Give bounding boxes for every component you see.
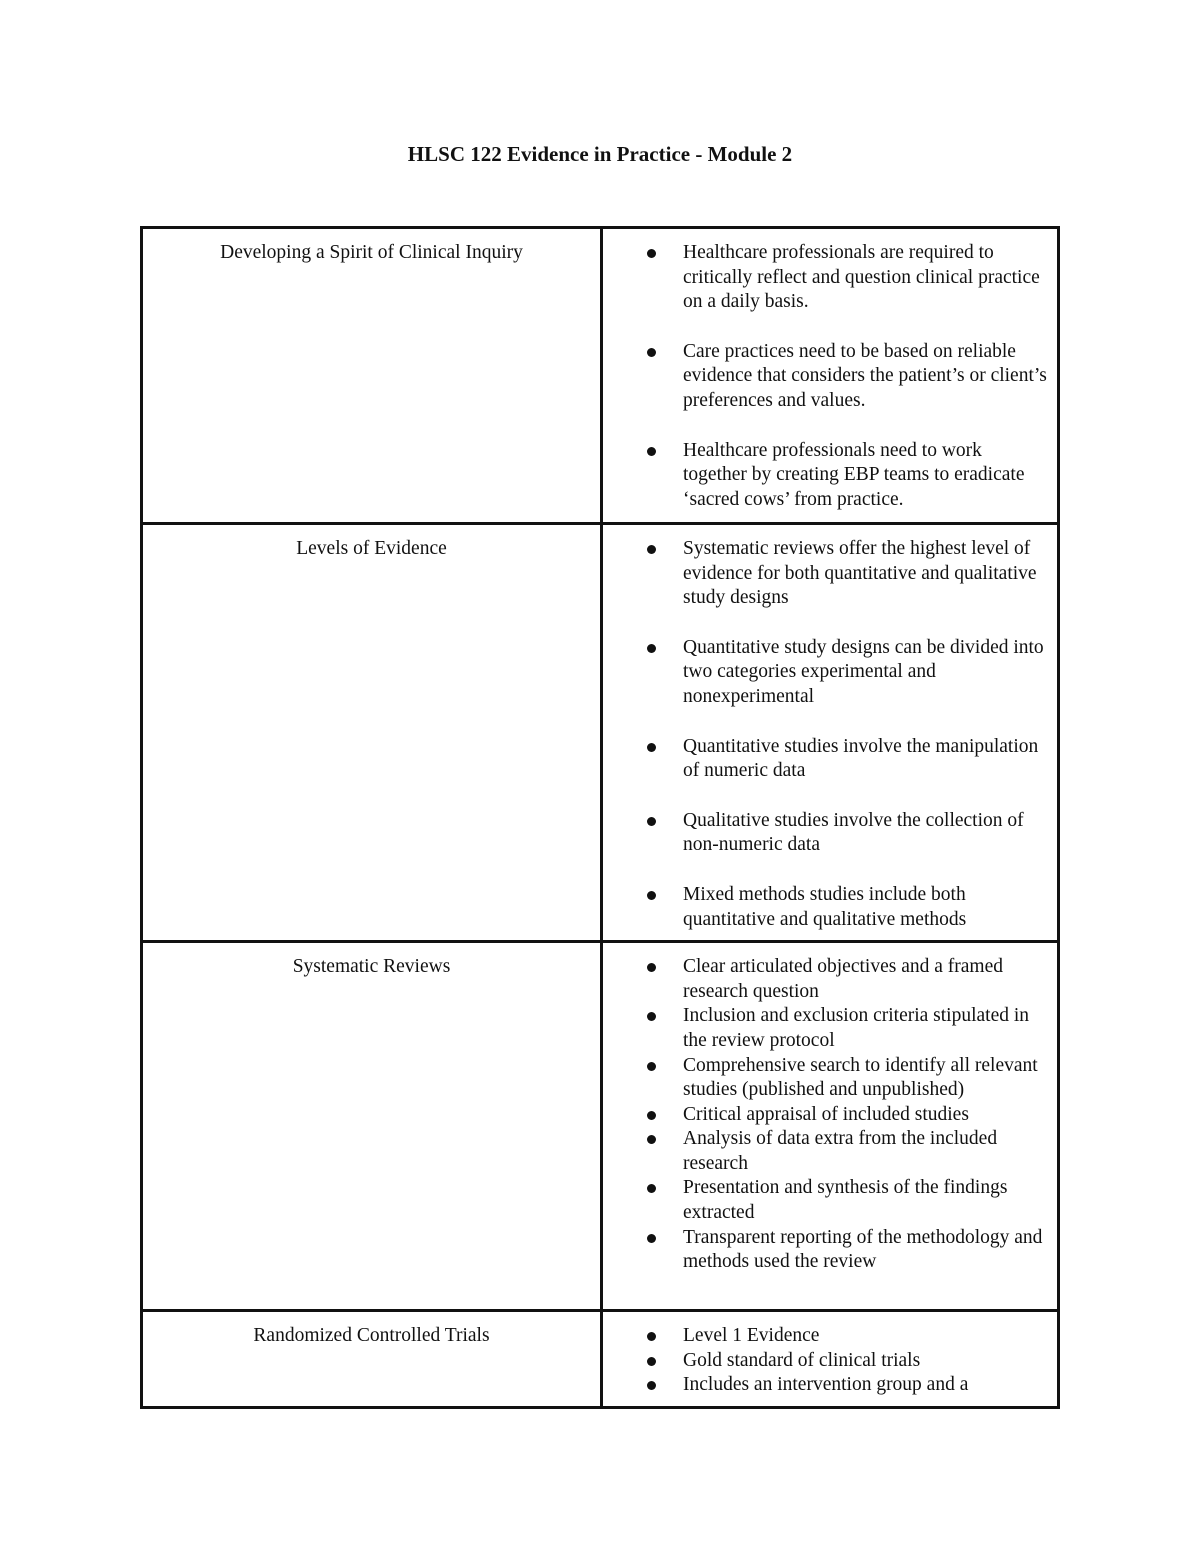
list-item: [683, 241, 1047, 315]
list-item: [683, 439, 1047, 513]
bullet-text: Includes an intervention group and a: [683, 1374, 969, 1396]
bullet-text: Systematic reviews offer the highest level of evidence for both quantitative and qualitative study designs: [683, 538, 1037, 609]
page-title: HLSC 122 Evidence in Practice - Module 2: [407, 142, 793, 166]
list-item: [683, 636, 1047, 710]
bullet-icon: [647, 891, 656, 900]
list-item: [683, 735, 1047, 784]
bullet-text: Quantitative study designs can be divided into two categories experimental and nonexperimental: [683, 636, 1044, 707]
topic-cell: Systematic Reviews: [142, 942, 602, 1311]
bullet-icon: [647, 1357, 656, 1366]
bullet-text: Healthcare professionals are required to critically reflect and question clinical practice on a daily basis.: [683, 242, 1040, 313]
bullet-icon: [647, 249, 656, 258]
list-item: [683, 1103, 1047, 1128]
bullet-icon: [647, 1012, 656, 1021]
bullet-text: Mixed methods studies include both quantitative and qualitative methods: [683, 883, 967, 930]
bullet-text: Gold standard of clinical trials: [683, 1349, 921, 1371]
bullet-icon: [647, 644, 656, 653]
bullet-icon: [647, 963, 656, 972]
list-item: [683, 1127, 1047, 1176]
bullet-text: Presentation and synthesis of the findings extracted: [683, 1177, 1008, 1224]
topic-cell: Levels of Evidence: [142, 524, 602, 942]
list-item: [683, 1054, 1047, 1103]
bullet-text: Comprehensive search to identify all relevant studies (published and unpublished): [683, 1054, 1038, 1101]
list-item: [683, 1349, 1047, 1374]
bullet-icon: [647, 447, 656, 456]
points-cell: [602, 1311, 1059, 1408]
bullet-icon: [647, 743, 656, 752]
bullet-icon: [647, 1234, 656, 1243]
bullet-icon: [647, 1062, 656, 1071]
bullet-text: Quantitative studies involve the manipulation of numeric data: [683, 735, 1039, 782]
table-row: [142, 942, 1059, 1311]
points-cell: [602, 228, 1059, 524]
topic-cell: Randomized Controlled Trials: [142, 1311, 602, 1408]
points-cell: [602, 524, 1059, 942]
topic-cell: Developing a Spirit of Clinical Inquiry: [142, 228, 602, 524]
bullet-list: [603, 1324, 1057, 1398]
table-row: [142, 228, 1059, 524]
notes-table: [140, 226, 1060, 1409]
bullet-text: Qualitative studies involve the collection of non-numeric data: [683, 809, 1024, 856]
bullet-icon: [647, 1381, 656, 1390]
bullet-icon: [647, 817, 656, 826]
list-item: [683, 1176, 1047, 1225]
bullet-text: Analysis of data extra from the included research: [683, 1128, 998, 1174]
bullet-list: [603, 955, 1057, 1275]
bullet-text: Healthcare professionals need to work together by creating EBP teams to eradicate ‘sacred cows’ from practice.: [683, 439, 1025, 510]
bullet-icon: [647, 1184, 656, 1193]
list-item: [683, 883, 1047, 932]
list-item: [683, 1324, 1047, 1349]
points-cell: [602, 942, 1059, 1311]
list-item: [683, 955, 1047, 1004]
bullet-text: Inclusion and exclusion criteria stipulated in the review protocol: [683, 1005, 1030, 1051]
bullet-text: Critical appraisal of included studies: [683, 1103, 969, 1125]
list-item: [683, 1226, 1047, 1275]
list-item: [683, 809, 1047, 858]
table-row: [142, 524, 1059, 942]
bullet-icon: [647, 1111, 656, 1120]
list-item: [683, 1004, 1047, 1053]
list-item: [683, 1373, 1047, 1398]
bullet-icon: [647, 348, 656, 357]
bullet-text: Transparent reporting of the methodology and methods used the review: [683, 1226, 1043, 1273]
list-item: [683, 340, 1047, 414]
table-row: [142, 1311, 1059, 1408]
bullet-text: Level 1 Evidence: [683, 1325, 820, 1347]
bullet-icon: [647, 1135, 656, 1144]
bullet-icon: [647, 545, 656, 554]
bullet-list: [603, 241, 1057, 512]
bullet-text: Care practices need to be based on reliable evidence that considers the patient’s or client’s preferences and values.: [683, 340, 1047, 411]
bullet-list: [603, 537, 1057, 932]
bullet-text: Clear articulated objectives and a framed research question: [683, 956, 1003, 1002]
list-item: [683, 537, 1047, 611]
bullet-icon: [647, 1332, 656, 1341]
